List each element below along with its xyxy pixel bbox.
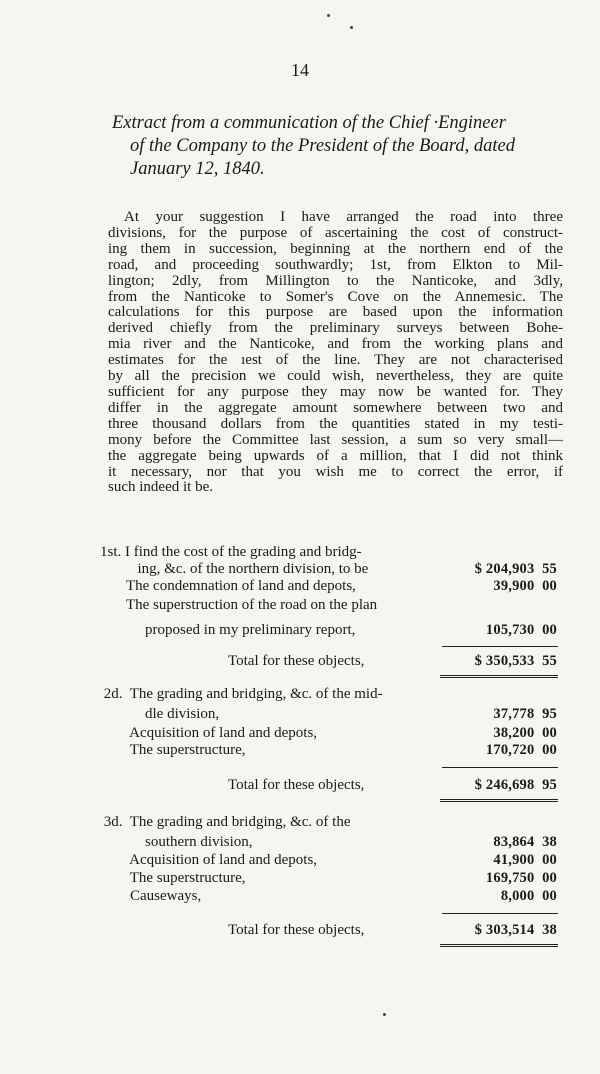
paragraph-line: lington; 2dly, from Millington to the Nanticoke, and 3dly, — [108, 272, 563, 289]
cost-row — [100, 596, 560, 614]
cost-description: The condemnation of land and depots, — [100, 578, 356, 594]
heading-line-2: of the Company to the President of the Board, dated — [130, 136, 516, 156]
total-rule — [442, 913, 558, 914]
cost-description: Causeways, — [100, 888, 202, 904]
paragraph-line: At your suggestion I have arranged the road into three — [124, 209, 563, 225]
cost-amount: 37,778 95 — [493, 706, 557, 722]
cost-description: 1st. I find the cost of the grading and bridg- — [100, 544, 362, 560]
total-label: Total for these objects, — [228, 777, 365, 793]
cost-description: proposed in my preliminary report, — [100, 622, 356, 638]
cost-row — [100, 724, 560, 742]
cost-description: The superstructure, — [100, 870, 246, 886]
paragraph-line: derived chiefly from the preliminary surveys between Bohe- — [108, 320, 563, 337]
cost-description: ing, &c. of the northern division, to be — [100, 561, 369, 577]
cost-row — [100, 621, 560, 639]
cost-description: southern division, — [100, 834, 253, 850]
cost-amount: 8,000 00 — [500, 888, 557, 904]
cost-amount: 39,900 00 — [493, 578, 557, 594]
body-paragraph — [108, 210, 563, 496]
cost-description: The superstruction of the road on the plan — [100, 597, 378, 613]
cost-row — [100, 833, 560, 851]
paragraph-line: such indeed it be. — [108, 479, 213, 496]
heading-line-3: January 12, 1840. — [130, 159, 265, 179]
cost-row — [100, 851, 560, 869]
paragraph-line: by all the precision we could wish, nevertheless, they are quite — [108, 368, 563, 385]
heading-line-1: Extract from a communication of the Chief ·Engineer — [112, 113, 506, 133]
cost-row — [100, 813, 560, 831]
cost-row — [100, 869, 560, 887]
paragraph-line: the aggregate being upwards of a million, that I did not think — [108, 447, 563, 464]
total-double-rule — [440, 799, 558, 804]
paragraph-line: three thousand dollars from the quantities stated in my testi- — [108, 415, 563, 432]
cost-description: 3d. The grading and bridging, &c. of the — [100, 814, 351, 830]
cost-row — [100, 577, 560, 595]
paragraph-line: from the Nanticoke to Somer's Cove on the Annemesic. The — [108, 288, 563, 305]
cost-description: dle division, — [100, 706, 220, 722]
paragraph-line: divisions, for the purpose of ascertaining the cost of construct- — [108, 224, 563, 241]
cost-amount: 41,900 00 — [493, 852, 557, 868]
cost-row — [100, 705, 560, 723]
cost-row — [100, 685, 560, 703]
total-amount: $ 350,533 55 — [474, 653, 557, 669]
cost-amount: 170,720 00 — [485, 742, 557, 758]
cost-row — [100, 741, 560, 759]
total-amount: $ 303,514 38 — [474, 922, 557, 938]
total-row — [100, 921, 560, 939]
cost-amount: $ 204,903 55 — [474, 561, 557, 577]
paragraph-line: it necessary, nor that you wish me to correct the error, if — [108, 463, 563, 480]
cost-amount: 83,864 38 — [493, 834, 557, 850]
paragraph-line: estimates for the ıest of the line. They are not characterised — [108, 352, 563, 369]
paragraph-line: differ in the aggregate amount somewhere between two and — [108, 399, 563, 416]
paragraph-line: road, and proceeding southwardly; 1st, from Elkton to Mil- — [108, 256, 563, 273]
page-number: 14 — [291, 60, 309, 80]
cost-description: The superstructure, — [100, 742, 246, 758]
cost-amount: 38,200 00 — [493, 725, 557, 741]
cost-row — [100, 887, 560, 905]
total-rule — [442, 646, 558, 647]
scan-speck — [383, 1013, 386, 1016]
total-label: Total for these objects, — [228, 922, 365, 938]
cost-description: Acquisition of land and depots, — [100, 725, 318, 741]
total-row — [100, 776, 560, 794]
cost-description: 2d. The grading and bridging, &c. of the mid- — [100, 686, 383, 702]
cost-amount: 169,750 00 — [485, 870, 557, 886]
scan-speck — [327, 14, 330, 17]
extract-heading — [112, 112, 572, 181]
total-amount: $ 246,698 95 — [474, 777, 557, 793]
cost-description: Acquisition of land and depots, — [100, 852, 318, 868]
cost-row — [100, 560, 560, 578]
paragraph-line: mony before the Committee last session, a sum so very small— — [108, 431, 563, 448]
total-rule — [442, 767, 558, 768]
paragraph-line: sufficient for any purpose they may now be wanted for. They — [108, 383, 563, 400]
total-double-rule — [440, 675, 558, 680]
total-row — [100, 652, 560, 670]
paragraph-line: ing them in succession, beginning at the northern end of the — [108, 240, 563, 257]
total-double-rule — [440, 944, 558, 949]
cost-row — [100, 543, 560, 561]
scan-speck — [350, 26, 353, 29]
paragraph-line: calculations for this purpose are based upon the information — [108, 304, 563, 321]
cost-amount: 105,730 00 — [485, 622, 557, 638]
total-label: Total for these objects, — [228, 653, 365, 669]
paragraph-line: mia river and the Nanticoke, and from the working plans and — [108, 336, 563, 353]
